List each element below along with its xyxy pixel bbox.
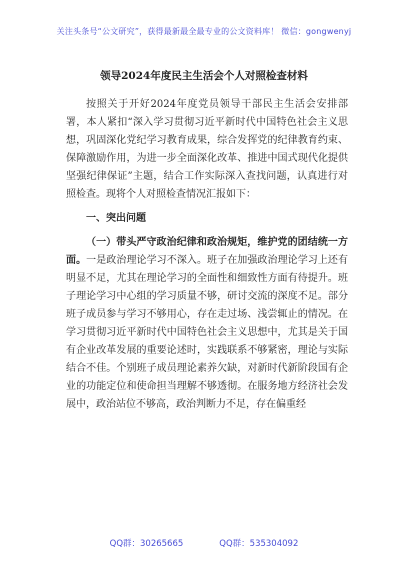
header-banner: 关注头条号“公文研究”，获得最新最全最专业的公文资料库！ 微信：gongwenyj — [56, 27, 352, 36]
section-heading: 一、突出问题 — [86, 213, 146, 224]
intro-paragraph: 按照关于开好2024年度党员领导干部民主生活会安排部署，本人紧扣“深入学习贯彻习近平新时代中国特色社会主义思想，巩固深化党纪学习教育成果，综合发挥党的纪律教育约束、保障激励作用，为进一步全面深化改革、推进中国式现代化提供坚强纪律保证”主题，结合工作实际深入查找问题，认真进行对照检查。现将个人对照检查情况汇报如下： — [66, 99, 348, 200]
document-title: 领导2024年度民主生活会个人对照检查材料 — [100, 70, 308, 82]
footer-qq-group-1: QQ群：30265665 — [109, 539, 184, 549]
subsection-body: 一是政治理论学习不深入。班子在加强政治理论学习上还有明显不足，尤其在理论学习的全面性和细致性方面有待提升。班子理论学习中心组的学习质量不够，研讨交流的深度不足。部分班子成员参与学习不够用心，存在走过场、浅尝辄止的情况。在学习贯彻习近平新时代中国特色社会主义思想中，尤其是关于国有企业改革发展的重要论述时，实践联系不够紧密，理论与实际结合不佳。个别班子成员理论素养欠缺，对新时代新阶段国有企业的功能定位和使命担当理解不够透彻。在服务地方经济社会发展中，政治站位不够高，政治判断力不足，存在偏重经 — [66, 255, 349, 410]
subsection-paragraph — [66, 234, 348, 414]
footer — [0, 537, 408, 549]
subsection-heading: （一）带头严守政治纪律和政治规矩，维护党的团结统一方面。 — [66, 237, 348, 266]
document-body — [66, 96, 348, 414]
footer-qq-group-2: QQ群：535304092 — [219, 539, 299, 549]
